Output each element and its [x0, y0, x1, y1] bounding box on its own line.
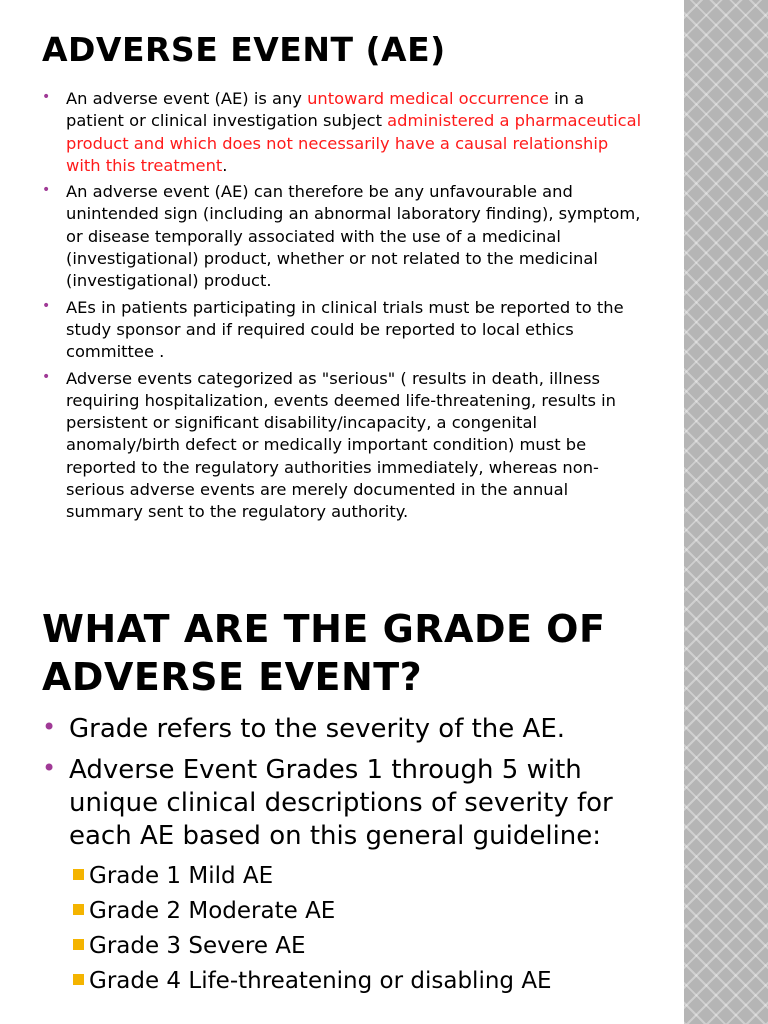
grade-item-3: Grade 3 Severe AE [69, 929, 642, 964]
bullet-item-unfavourable-sign: • An adverse event (AE) can therefore be any unfavourable and unintended sign (including an abnormal laboratory finding), symptom, or disease temporally associated with the use of a medicinal (investigational) product, whether or not related to the medicinal (investigational) product. [42, 181, 642, 292]
bullet-item-reporting: • AEs in patients participating in clinical trials must be reported to the study sponsor and if required could be reported to local ethics committee . [42, 297, 642, 364]
bullet-text: Adverse Event Grades 1 through 5 with unique clinical descriptions of severity for each AE based on this general guideline: [69, 755, 613, 851]
grade-item-4: Grade 4 Life-threatening or disabling AE [69, 964, 642, 999]
section-title-grades: WHAT ARE THE GRADE OF ADVERSE EVENT? [42, 607, 606, 699]
text-segment: . [222, 155, 228, 175]
bullet-item-grade-definition: • Grade refers to the severity of the AE. [42, 713, 642, 746]
grade-bullet-list [42, 713, 642, 1007]
grade-item-2: Grade 2 Moderate AE [69, 894, 642, 929]
text-segment: in a patient or clinical investigation subject [66, 89, 585, 131]
text-segment: An adverse event (AE) is any [66, 89, 308, 108]
grade-sublist [69, 859, 642, 999]
bullet-item-serious-events: • Adverse events categorized as "serious" ( results in death, illness requiring hospitalization, events deemed life-threatening, results in persistent or significant disability/incapacity, a congenital anomaly/birth defect or medically important condition) must be reported to the regulatory authorities immediately, whereas non-serious adverse events are merely documented in the annual summary sent to the regulatory authority. [42, 368, 642, 524]
section-title-adverse-event: ADVERSE EVENT (AE) [42, 30, 446, 69]
highlight-text: untoward medical occurrence [307, 89, 549, 108]
adverse-event-bullet-list [42, 88, 642, 528]
highlight-text: administered a pharmaceutical product and which does not necessarily have a causal relationship with this treatment [66, 111, 642, 175]
bullet-item-definition [42, 88, 642, 177]
bullet-item-grade-range [42, 754, 642, 999]
decorative-sidebar [684, 0, 768, 1024]
grade-item-1: Grade 1 Mild AE [69, 859, 642, 894]
